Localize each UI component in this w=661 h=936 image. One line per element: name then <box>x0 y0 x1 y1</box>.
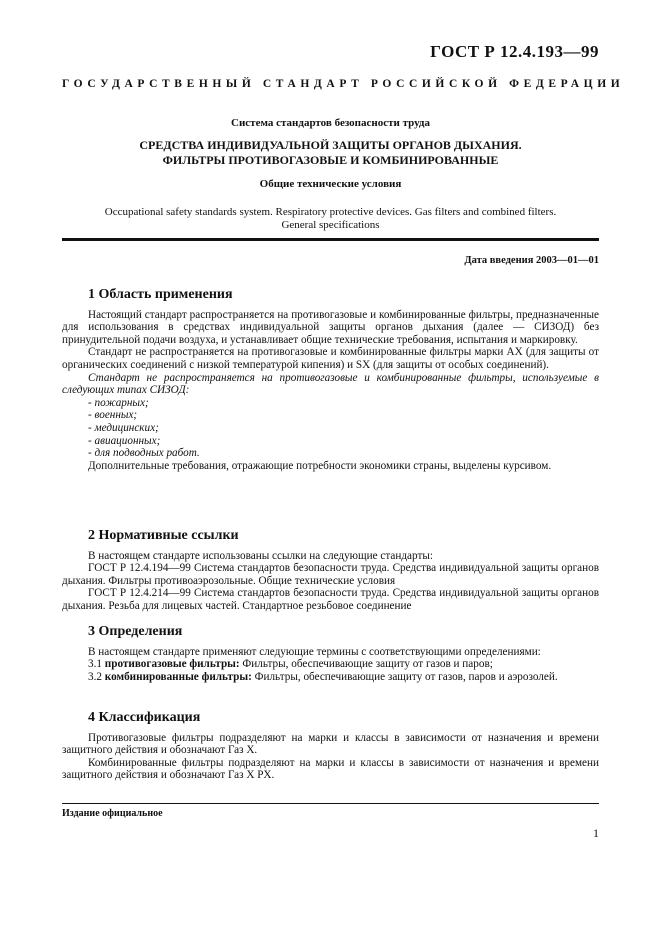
standards-system-title: Система стандартов безопасности труда <box>231 117 430 129</box>
section-heading: 3 Определения <box>88 624 183 639</box>
english-title-line-1: Occupational safety standards system. Respiratory protective devices. Gas filters and combined filters. <box>104 206 557 218</box>
official-edition-label: Издание официальное <box>62 808 163 819</box>
paragraph: Стандарт не распространяется на противогазовые и комбинированные фильтры марки АХ (для защиты от органических соединений с низкой температурой кипения) и SX (для защиты от особых соединений). <box>62 346 599 371</box>
section-definitions <box>62 626 599 683</box>
paragraph: Комбинированные фильтры подразделяют на марки и классы в зависимости от назначения и времени защитного действия и обозначают Газ X PX. <box>62 756 599 782</box>
section-heading: 1 Область применения <box>88 287 233 302</box>
english-title-line-2: General specifications <box>281 219 380 231</box>
section-references <box>62 530 599 613</box>
definition-item <box>62 671 599 684</box>
list-item: - пожарных; <box>88 396 149 409</box>
definition-number: 3.2 <box>88 670 102 683</box>
paragraph: Дополнительные требования, отражающие потребности экономики страны, выделены курсивом. <box>88 459 552 472</box>
definition-term: комбинированные фильтры: <box>104 670 252 683</box>
list-item: - для подводных работ. <box>88 447 200 460</box>
state-standard-title: ГОСУДАРСТВЕННЫЙ СТАНДАРТ РОССИЙСКОЙ ФЕДЕРАЦИИ <box>62 78 625 90</box>
footer-divider <box>62 803 599 804</box>
paragraph: Настоящий стандарт распространяется на противогазовые и комбинированные фильтры, предназначенные для использования в средствах индивидуальной защиты органов дыхания (далее — СИЗОД) без принудительной подачи воздуха, и устанавливает общие технические требования, испытания и маркировку. <box>62 308 599 346</box>
list-item: - авиационных; <box>88 434 161 447</box>
definition-item <box>62 658 599 671</box>
definition-number: 3.1 <box>88 658 102 671</box>
list-item: - военных; <box>88 409 138 422</box>
reference-item: ГОСТ Р 12.4.194—99 Система стандартов безопасности труда. Средства индивидуальной защиты органов дыхания. Фильтры противоаэрозольные. Общие технические условия <box>62 562 599 587</box>
definition-text: Фильтры, обеспечивающие защиту от газов, паров и аэрозолей. <box>254 670 558 683</box>
paragraph: В настоящем стандарте применяют следующие термины с соответствующими определениями: <box>88 645 541 658</box>
section-classification <box>62 712 599 782</box>
main-title-line-2: ФИЛЬТРЫ ПРОТИВОГАЗОВЫЕ И КОМБИНИРОВАННЫЕ <box>162 153 499 167</box>
title-divider <box>62 238 599 241</box>
document-code: ГОСТ Р 12.4.193—99 <box>430 42 599 61</box>
section-heading: 4 Классификация <box>88 710 201 725</box>
definition-term: противогазовые фильтры: <box>104 658 240 671</box>
reference-item: ГОСТ Р 12.4.214—99 Система стандартов безопасности труда. Средства индивидуальной защиты органов дыхания. Резьба для лицевых частей. Стандартное резьбовое соединение <box>62 587 599 612</box>
introduction-date: Дата введения 2003—01—01 <box>464 255 599 266</box>
main-title <box>62 138 599 168</box>
main-title-line-1: СРЕДСТВА ИНДИВИДУАЛЬНОЙ ЗАЩИТЫ ОРГАНОВ ДЫХАНИЯ. <box>139 138 522 152</box>
section-scope <box>62 289 599 472</box>
paragraph: Противогазовые фильтры подразделяют на марки и классы в зависимости от назначения и времени защитного действия и обозначают Газ X. <box>62 731 599 757</box>
definition-text: Фильтры, обеспечивающие защиту от газов и паров; <box>242 658 493 671</box>
list-item: - медицинских; <box>88 421 159 434</box>
english-title <box>62 206 599 232</box>
paragraph: В настоящем стандарте использованы ссылки на следующие стандарты: <box>88 549 433 562</box>
paragraph-italic: Стандарт не распространяется на противогазовые и комбинированные фильтры, используемые в следующих типах СИЗОД: <box>62 371 599 397</box>
page-number: 1 <box>593 826 599 840</box>
section-heading: 2 Нормативные ссылки <box>88 528 239 543</box>
subtitle: Общие технические условия <box>259 178 402 190</box>
